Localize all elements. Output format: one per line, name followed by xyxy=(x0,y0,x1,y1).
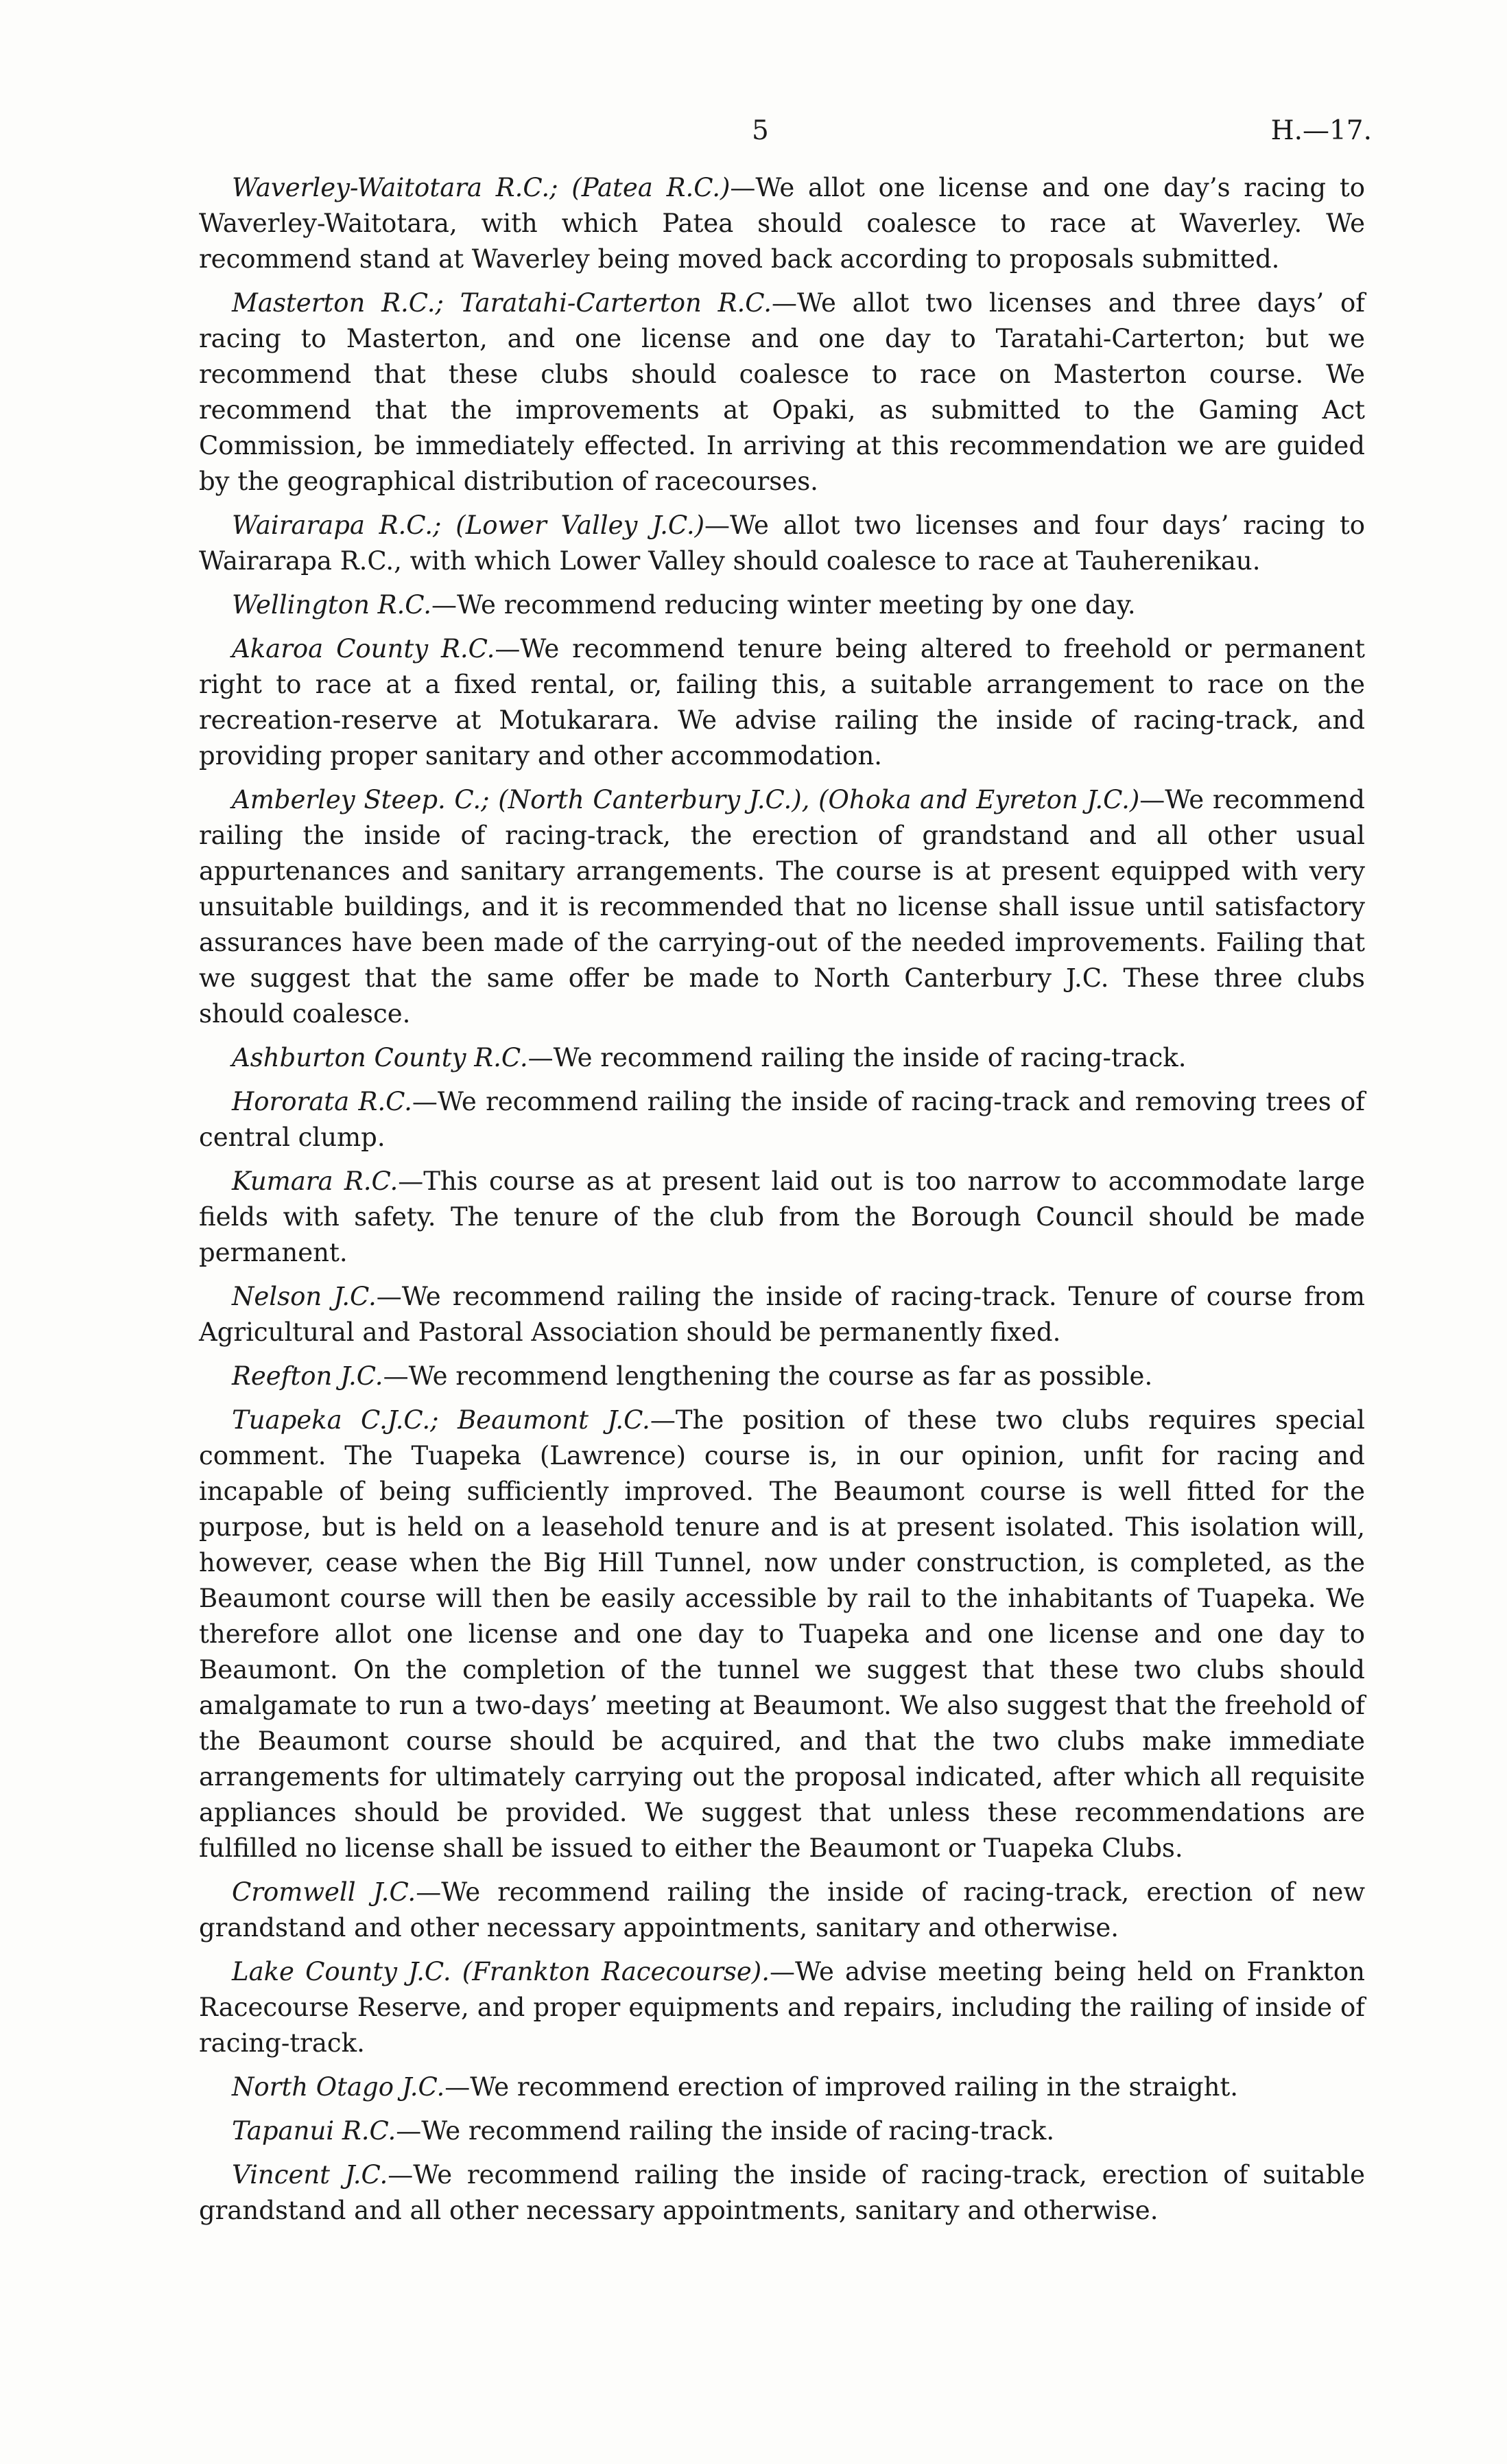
paragraph-text: —We recommend lengthening the course as far as possible. xyxy=(383,1361,1153,1391)
club-name: Waverley-Waitotara R.C.; (Patea R.C.) xyxy=(232,173,731,202)
club-name: Amberley Steep. C.; (North Canterbury J.C.), (Ohoka and Eyreton J.C.) xyxy=(232,785,1140,814)
paragraph-text: —We allot two licenses and four days’ racing to Wairarapa R.C., with which Lower Valley should coalesce to race at Tauherenikau. xyxy=(199,511,1365,576)
club-name: Reefton J.C. xyxy=(232,1361,383,1391)
document-reference: H.—17. xyxy=(1270,115,1372,146)
paragraph xyxy=(199,170,1365,277)
paragraph xyxy=(199,1040,1365,1076)
page-number: 5 xyxy=(752,115,769,146)
paragraph-text: —We advise meeting being held on Frankton Racecourse Reserve, and proper equipments and repairs, including the railing of inside of racing-track. xyxy=(199,1957,1365,2058)
club-name: Masterton R.C.; Taratahi-Carterton R.C. xyxy=(232,288,772,318)
paragraph xyxy=(199,2157,1365,2229)
paragraph-text: —We recommend railing the inside of racing-track. xyxy=(527,1043,1187,1072)
paragraph xyxy=(199,1954,1365,2061)
club-name: Cromwell J.C. xyxy=(232,1877,416,1907)
club-name: Tapanui R.C. xyxy=(232,2116,396,2146)
club-name: Lake County J.C. (Frankton Racecourse). xyxy=(232,1957,770,1986)
paragraph-text: —We allot two licenses and three days’ of racing to Masterton, and one license and one day to Taratahi-Carterton; but we recommend that these clubs should coalesce to race on Masterton course. We recommend that the improvements at Opaki, as submitted to the Gaming Act Commission, be immediately effected. In arriving at this recommendation we are guided by the geographical distribution of racecourses. xyxy=(199,288,1365,496)
paragraph xyxy=(199,631,1365,774)
club-name: Tuapeka C.J.C.; Beaumont J.C. xyxy=(232,1405,650,1435)
paragraph-text: —We recommend railing the inside of racing-track, erection of new grandstand and other necessary appointments, sanitary and otherwise. xyxy=(199,1877,1366,1943)
club-name: Ashburton County R.C. xyxy=(232,1043,528,1072)
paragraph-text: —We recommend railing the inside of racing-track, erection of suitable grandstand and all other necessary appointments, sanitary and otherwise. xyxy=(199,2160,1365,2225)
body-text xyxy=(199,170,1365,2237)
paragraph xyxy=(199,782,1365,1032)
paragraph-text: —We allot one license and one day’s racing to Waverley-Waitotara, with which Patea should coalesce to race at Waverley. We recommend stand at Waverley being moved back according to proposals submitted. xyxy=(199,173,1365,274)
paragraph-text: —We recommend railing the inside of racing-track and removing trees of central clump. xyxy=(199,1087,1366,1152)
paragraph-text: —The position of these two clubs requires special comment. The Tuapeka (Lawrence) course is, in our opinion, unfit for racing and incapable of being sufficiently improved. The Beaumont course is well fitted for the purpose, but is held on a leasehold tenure and is at present isolated. This isolation will, however, cease when the Big Hill Tunnel, now under construction, is completed, as the Beaumont course will then be easily accessible by rail to the inhabitants of Tuapeka. We therefore allot one license and one day to Tuapeka and one license and one day to Beaumont. On the completion of the tunnel we suggest that these two clubs should amalgamate to run a two-days’ meeting at Beaumont. We also suggest that the freehold of the Beaumont course should be acquired, and that the two clubs make immediate arrangements for ultimately carrying out the proposal indicated, after which all requisite appliances should be provided. We suggest that unless these recommendations are fulfilled no license shall be issued to either the Beaumont or Tuapeka Clubs. xyxy=(199,1405,1365,1863)
paragraph xyxy=(199,2069,1365,2105)
paragraph-text: —We recommend railing the inside of racing-track. xyxy=(396,2116,1055,2146)
club-name: Wairarapa R.C.; (Lower Valley J.C.) xyxy=(232,511,705,540)
club-name: Vincent J.C. xyxy=(232,2160,388,2190)
paragraph-text: —We recommend reducing winter meeting by one day. xyxy=(431,590,1136,620)
club-name: Wellington R.C. xyxy=(232,590,432,620)
paragraph xyxy=(199,1403,1365,1866)
page-header xyxy=(206,115,1372,156)
paragraph xyxy=(199,1359,1365,1394)
paragraph xyxy=(199,2113,1365,2149)
paragraph xyxy=(199,1164,1365,1271)
paragraph-text: —This course as at present laid out is too narrow to accommodate large fields with safety. The tenure of the club from the Borough Council should be made permanent. xyxy=(199,1166,1365,1267)
paragraph xyxy=(199,1084,1365,1155)
club-name: Kumara R.C. xyxy=(232,1166,399,1196)
club-name: Akaroa County R.C. xyxy=(232,634,495,664)
paragraph-text: —We recommend erection of improved railing in the straight. xyxy=(444,2072,1239,2102)
paragraph xyxy=(199,587,1365,623)
paragraph xyxy=(199,1875,1365,1946)
paragraph xyxy=(199,508,1365,579)
paragraph-text: —We recommend tenure being altered to freehold or permanent right to race at a fixed rental, or, failing this, a suitable arrangement to race on the recreation-reserve at Motukarara. We advise railing the inside of racing-track, and providing proper sanitary and other accommodation. xyxy=(199,634,1365,771)
paragraph xyxy=(199,285,1365,500)
paragraph-text: —We recommend railing the inside of racing-track. Tenure of course from Agricultural and Pastoral Association should be permanently fixed. xyxy=(199,1282,1365,1347)
paragraph-text: —We recommend railing the inside of racing-track, the erection of grandstand and all other usual appurtenances and sanitary arrangements. The course is at present equipped with very unsuitable buildings, and it is recommended that no license shall issue until satisfactory assurances have been made of the carrying-out of the needed improvements. Failing that we suggest that the same offer be made to North Canterbury J.C. These three clubs should coalesce. xyxy=(199,785,1365,1029)
club-name: North Otago J.C. xyxy=(232,2072,445,2102)
paragraph xyxy=(199,1279,1365,1350)
club-name: Hororata R.C. xyxy=(232,1087,412,1116)
club-name: Nelson J.C. xyxy=(232,1282,377,1311)
